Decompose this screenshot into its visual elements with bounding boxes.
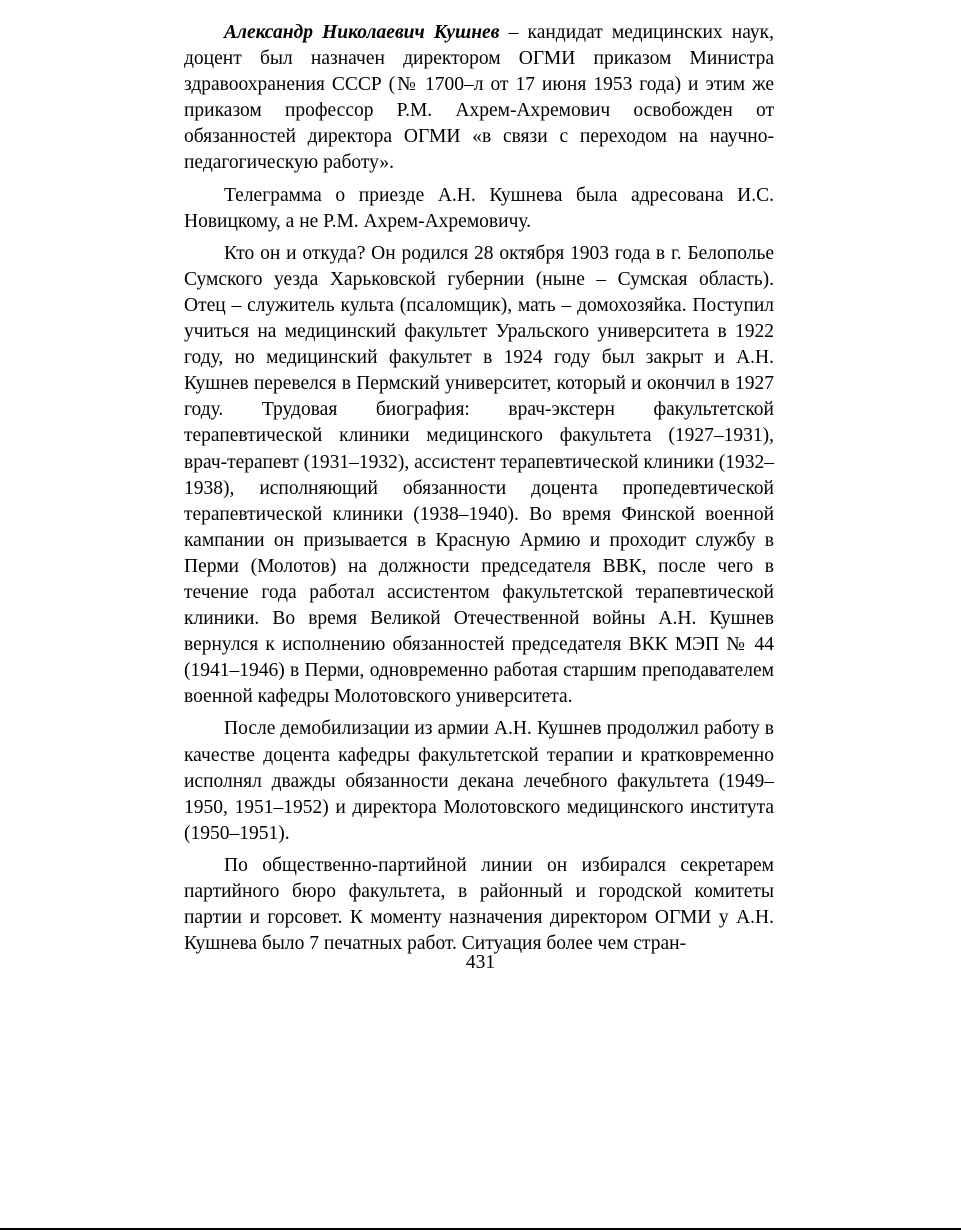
page-number: 431 [465, 952, 496, 973]
paragraph-4: После демобилизации из армии А.Н. Кушнев продолжил работу в качестве доцента кафедры факультетской терапии и кратковременно исполнял дважды обязанности декана лечебного факультета (1949–1950, 1951–1952) и директора Молотовского медицинского института (1950–1951). [184, 718, 774, 844]
paragraph-1-text: – кандидат медицинских наук, доцент был назначен директором ОГМИ приказом Министра здравоохранения СССР (№ 1700–л от 17 июня 1953 года) и этим же приказом профессор Р.М. Ахрем-Ахремович освобожден от обязанностей директора ОГМИ «в связи с переходом на научно-педагогическую работу». [184, 22, 775, 174]
main-text [184, 20, 774, 963]
paragraph-5: По общественно-партийной линии он избирался секретарем партийного бюро факультета, в районный и городской комитеты партии и горсовет. К моменту назначения директором ОГМИ у А.Н. Кушнева было 7 печатных работ. Ситуация более чем стран- [184, 854, 774, 955]
paragraph-1 [184, 20, 774, 177]
author-name: Александр Николаевич Кушнев [224, 22, 500, 43]
paragraph-2: Телеграмма о приезде А.Н. Кушнева была адресована И.С. Новицкому, а не Р.М. Ахрем-Ахремовичу. [184, 184, 774, 232]
paragraph-3: Кто он и откуда? Он родился 28 октября 1903 года в г. Белополье Сумского уезда Харьковской губернии (ныне – Сумская область). Отец – служитель культа (псаломщик), мать – домохозяйка. Поступил учиться на медицинский факультет Уральского университета в 1922 году, но медицинский факультет в 1924 году был закрыт и А.Н. Кушнев перевелся в Пермский университет, который и окончил в 1927 году. Трудовая биография: врач-экстерн факультетской терапевтической клиники медицинского факультета (1927–1931), врач-терапевт (1931–1932), ассистент терапевтической клиники (1932–1938), исполняющий обязанности доцента пропедевтической терапевтической клиники (1938–1940). Во время Финской военной кампании он призывается в Красную Армию и проходит службу в Перми (Молотов) на должности председателя ВВК, после чего в течение года работал ассистентом факультетской терапевтической клиники. Во время Великой Отечественной войны А.Н. Кушнев вернулся к исполнению обязанностей председателя ВКК МЭП № 44 (1941–1946) в Перми, одновременно работая старшим преподавателем военной кафедры Молотовского университета. [184, 242, 774, 708]
